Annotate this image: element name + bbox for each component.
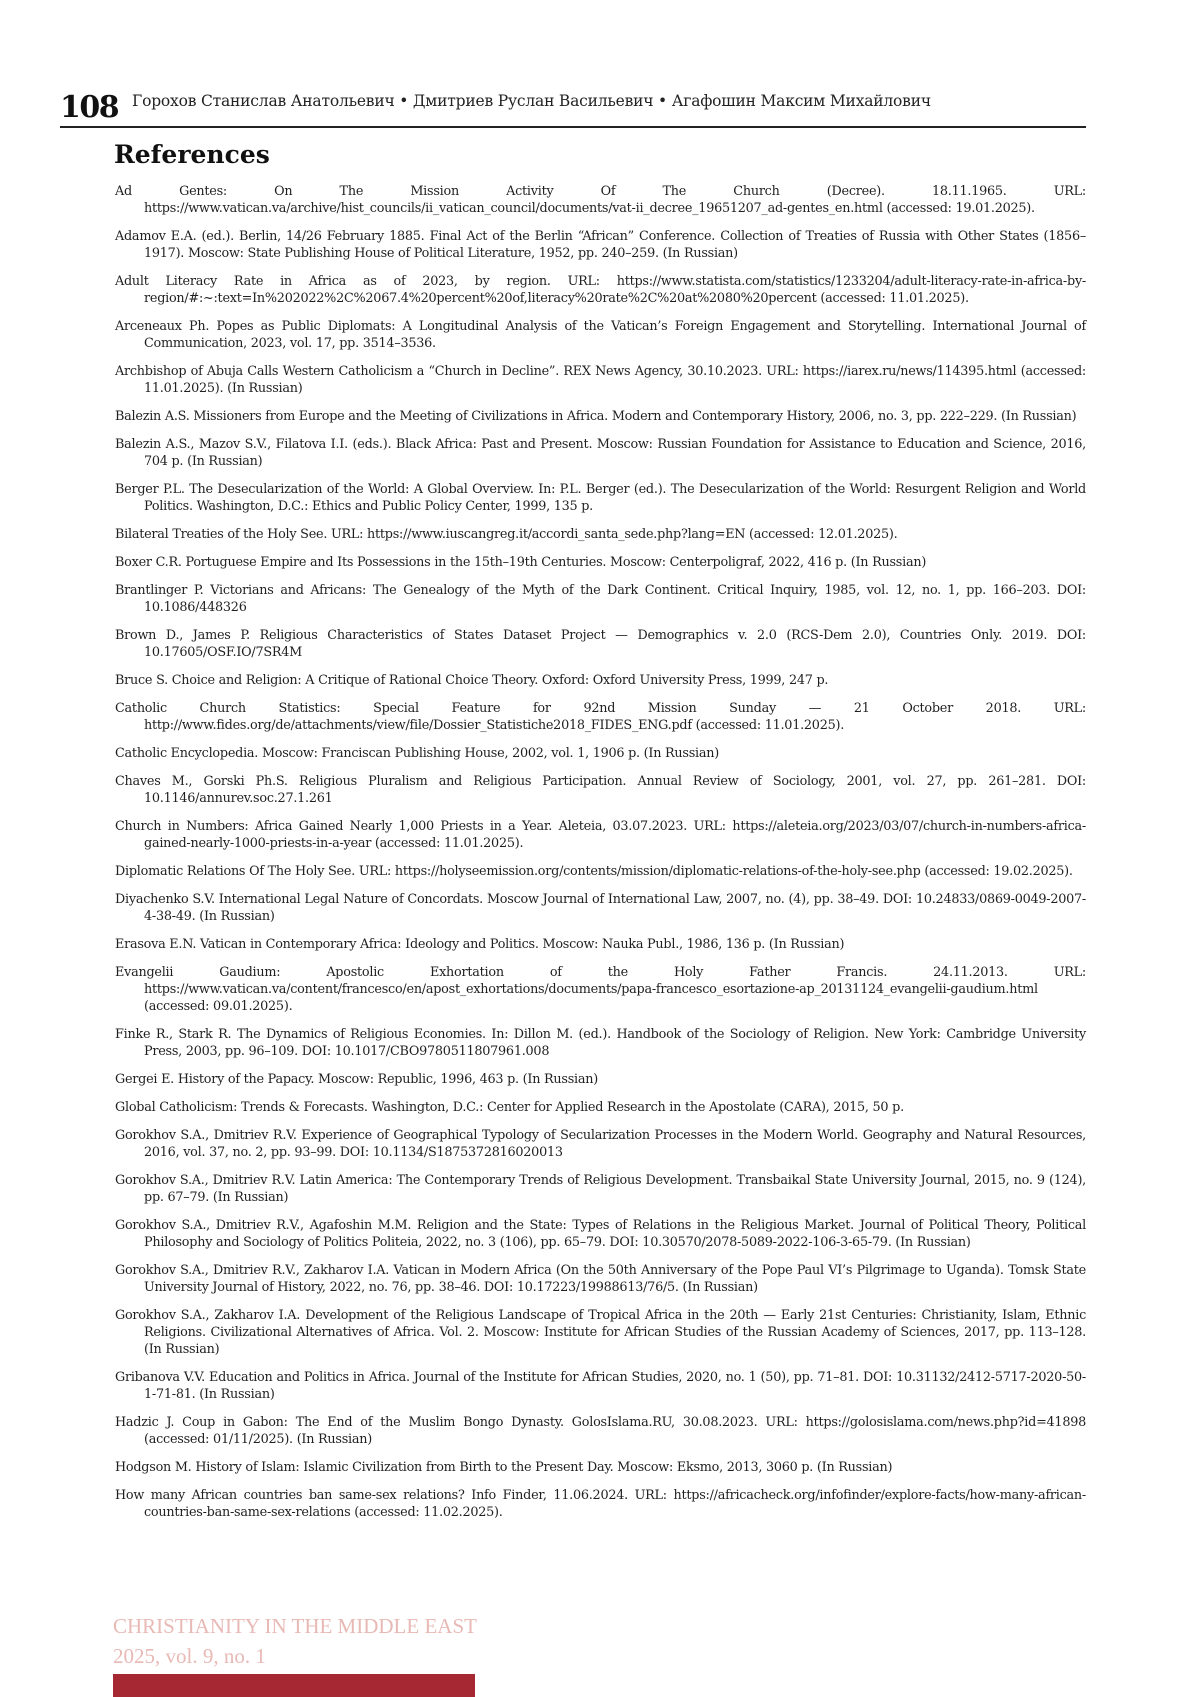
reference-entry: Arceneaux Ph. Popes as Public Diplomats: A Longitudinal Analysis of the Vatican’s Foreign Engagement and Storytelling. International Journal of Communication, 2023, vol. 17, pp. 3514–3536. xyxy=(115,318,1086,352)
reference-entry: Gribanova V.V. Education and Politics in Africa. Journal of the Institute for African Studies, 2020, no. 1 (50), pp. 71–81. DOI: 10.31132/2412-5717-2020-50-1-71-81. (In Russian) xyxy=(115,1369,1086,1403)
reference-entry: Gorokhov S.A., Zakharov I.A. Development of the Religious Landscape of Tropical Africa in the 20th — Early 21st Centuries: Christianity, Islam, Ethnic Religions. Civilizational Alternatives of Africa. Vol. 2. Moscow: Institute for African Studies of the Russian Academy of Sciences, 2017, pp. 113–128. (In Russian) xyxy=(115,1307,1086,1358)
footer-accent-bar xyxy=(113,1674,475,1697)
reference-entry: Diyachenko S.V. International Legal Nature of Concordats. Moscow Journal of International Law, 2007, no. (4), pp. 38–49. DOI: 10.24833/0869-0049-2007-4-38-49. (In Russian) xyxy=(115,891,1086,925)
reference-entry: Archbishop of Abuja Calls Western Catholicism a “Church in Decline”. REX News Agency, 30.10.2023. URL: https://iarex.ru/news/114395.html (accessed: 11.01.2025). (In Russian) xyxy=(115,363,1086,397)
reference-entry: Balezin A.S. Missioners from Europe and the Meeting of Civilizations in Africa. Modern and Contemporary History, 2006, no. 3, pp. 222–229. (In Russian) xyxy=(115,408,1086,425)
reference-entry: Gorokhov S.A., Dmitriev R.V., Zakharov I.A. Vatican in Modern Africa (On the 50th Anniversary of the Pope Paul VI’s Pilgrimage to Uganda). Tomsk State University Journal of History, 2022, no. 76, pp. 38–46. DOI: 10.17223/19988613/76/5. (In Russian) xyxy=(115,1262,1086,1296)
reference-entry: Adamov E.A. (ed.). Berlin, 14/26 February 1885. Final Act of the Berlin “African” Conference. Collection of Treaties of Russia with Other States (1856–1917). Moscow: State Publishing House of Political Literature, 1952, pp. 240–259. (In Russian) xyxy=(115,228,1086,262)
reference-entry: Chaves M., Gorski Ph.S. Religious Pluralism and Religious Participation. Annual Review of Sociology, 2001, vol. 27, pp. 261–281. DOI: 10.1146/annurev.soc.27.1.261 xyxy=(115,773,1086,807)
reference-entry: Gorokhov S.A., Dmitriev R.V., Agafoshin M.M. Religion and the State: Types of Relations in the Religious Market. Journal of Political Theory, Political Philosophy and Sociology of Politics Politeia, 2022, no. 3 (106), pp. 65–79. DOI: 10.30570/2078-5089-2022-106-3-65-79. (In Russian) xyxy=(115,1217,1086,1251)
reference-entry: Catholic Encyclopedia. Moscow: Franciscan Publishing House, 2002, vol. 1, 1906 p. (In Russian) xyxy=(115,745,1086,762)
reference-entry: Global Catholicism: Trends & Forecasts. Washington, D.C.: Center for Applied Research in the Apostolate (CARA), 2015, 50 p. xyxy=(115,1099,1086,1116)
reference-entry: Finke R., Stark R. The Dynamics of Religious Economies. In: Dillon M. (ed.). Handbook of the Sociology of Religion. New York: Cambridge University Press, 2003, pp. 96–109. DOI: 10.1017/CBO9780511807961.008 xyxy=(115,1026,1086,1060)
reference-entry: Catholic Church Statistics: Special Feature for 92nd Mission Sunday — 21 October 2018. URL: http://www.fides.org/de/attachments/view/file/Dossier_Statistiche2018_FIDES_ENG.pdf (accessed: 11.01.2025). xyxy=(115,700,1086,734)
reference-entry: Gorokhov S.A., Dmitriev R.V. Latin America: The Contemporary Trends of Religious Development. Transbaikal State University Journal, 2015, no. 9 (124), pp. 67–79. (In Russian) xyxy=(115,1172,1086,1206)
reference-entry: Berger P.L. The Desecularization of the World: A Global Overview. In: P.L. Berger (ed.). The Desecularization of the World: Resurgent Religion and World Politics. Washington, D.C.: Ethics and Public Policy Center, 1999, 135 p. xyxy=(115,481,1086,515)
reference-entry: Boxer C.R. Portuguese Empire and Its Possessions in the 15th–19th Centuries. Moscow: Centerpoligraf, 2022, 416 p. (In Russian) xyxy=(115,554,1086,571)
reference-entry: How many African countries ban same-sex relations? Info Finder, 11.06.2024. URL: https://africacheck.org/infofinder/explore-facts/how-many-african-countries-ban-same-sex-relations (accessed: 11.02.2025). xyxy=(115,1487,1086,1521)
journal-title: CHRISTIANITY IN THE MIDDLE EAST xyxy=(113,1611,477,1641)
reference-entry: Bruce S. Choice and Religion: A Critique of Rational Choice Theory. Oxford: Oxford University Press, 1999, 247 p. xyxy=(115,672,1086,689)
reference-entry: Brown D., James P. Religious Characteristics of States Dataset Project — Demographics v. 2.0 (RCS-Dem 2.0), Countries Only. 2019. DOI: 10.17605/OSF.IO/7SR4M xyxy=(115,627,1086,661)
page-number: 108 xyxy=(60,90,118,125)
reference-entry: Bilateral Treaties of the Holy See. URL: https://www.iuscangreg.it/accordi_santa_sede.php?lang=EN (accessed: 12.01.2025). xyxy=(115,526,1086,543)
page-header xyxy=(60,86,1086,128)
reference-entry: Gorokhov S.A., Dmitriev R.V. Experience of Geographical Typology of Secularization Processes in the Modern World. Geography and Natural Resources, 2016, vol. 37, no. 2, pp. 93–99. DOI: 10.1134/S1875372816020013 xyxy=(115,1127,1086,1161)
references-heading: References xyxy=(114,140,270,169)
reference-entry: Adult Literacy Rate in Africa as of 2023, by region. URL: https://www.statista.com/statistics/1233204/adult-literacy-rate-in-africa-by-region/#:~:text=In%202022%2C%2067.4%20percent%20of,literacy%20rate%2C%20at%2080%20percent (accessed: 11.01.2025). xyxy=(115,273,1086,307)
journal-footer xyxy=(113,1611,477,1671)
running-head-authors: Горохов Станислав Анатольевич • Дмитриев Руслан Васильевич • Агафошин Максим Михайлович xyxy=(132,92,931,110)
reference-entry: Diplomatic Relations Of The Holy See. URL: https://holyseemission.org/contents/mission/diplomatic-relations-of-the-holy-see.php (accessed: 19.02.2025). xyxy=(115,863,1086,880)
reference-entry: Erasova E.N. Vatican in Contemporary Africa: Ideology and Politics. Moscow: Nauka Publ., 1986, 136 p. (In Russian) xyxy=(115,936,1086,953)
references-list xyxy=(115,183,1086,1532)
reference-entry: Evangelii Gaudium: Apostolic Exhortation of the Holy Father Francis. 24.11.2013. URL: https://www.vatican.va/content/francesco/en/apost_exhortations/documents/papa-francesco_esortazione-ap_20131124_evangelii-gaudium.html (accessed: 09.01.2025). xyxy=(115,964,1086,1015)
reference-entry: Gergei E. History of the Papacy. Moscow: Republic, 1996, 463 p. (In Russian) xyxy=(115,1071,1086,1088)
reference-entry: Brantlinger P. Victorians and Africans: The Genealogy of the Myth of the Dark Continent. Critical Inquiry, 1985, vol. 12, no. 1, pp. 166–203. DOI: 10.1086/448326 xyxy=(115,582,1086,616)
reference-entry: Ad Gentes: On The Mission Activity Of The Church (Decree). 18.11.1965. URL: https://www.vatican.va/archive/hist_councils/ii_vatican_council/documents/vat-ii_decree_19651207_ad-gentes_en.html (accessed: 19.01.2025). xyxy=(115,183,1086,217)
journal-issue: 2025, vol. 9, no. 1 xyxy=(113,1641,477,1671)
reference-entry: Hodgson M. History of Islam: Islamic Civilization from Birth to the Present Day. Moscow: Eksmo, 2013, 3060 p. (In Russian) xyxy=(115,1459,1086,1476)
reference-entry: Hadzic J. Coup in Gabon: The End of the Muslim Bongo Dynasty. GolosIslama.RU, 30.08.2023. URL: https://golosislama.com/news.php?id=41898 (accessed: 01/11/2025). (In Russian) xyxy=(115,1414,1086,1448)
reference-entry: Church in Numbers: Africa Gained Nearly 1,000 Priests in a Year. Aleteia, 03.07.2023. URL: https://aleteia.org/2023/03/07/church-in-numbers-africa-gained-nearly-1000-priests-in-a-year (accessed: 11.01.2025). xyxy=(115,818,1086,852)
reference-entry: Balezin A.S., Mazov S.V., Filatova I.I. (eds.). Black Africa: Past and Present. Moscow: Russian Foundation for Assistance to Education and Science, 2016, 704 p. (In Russian) xyxy=(115,436,1086,470)
